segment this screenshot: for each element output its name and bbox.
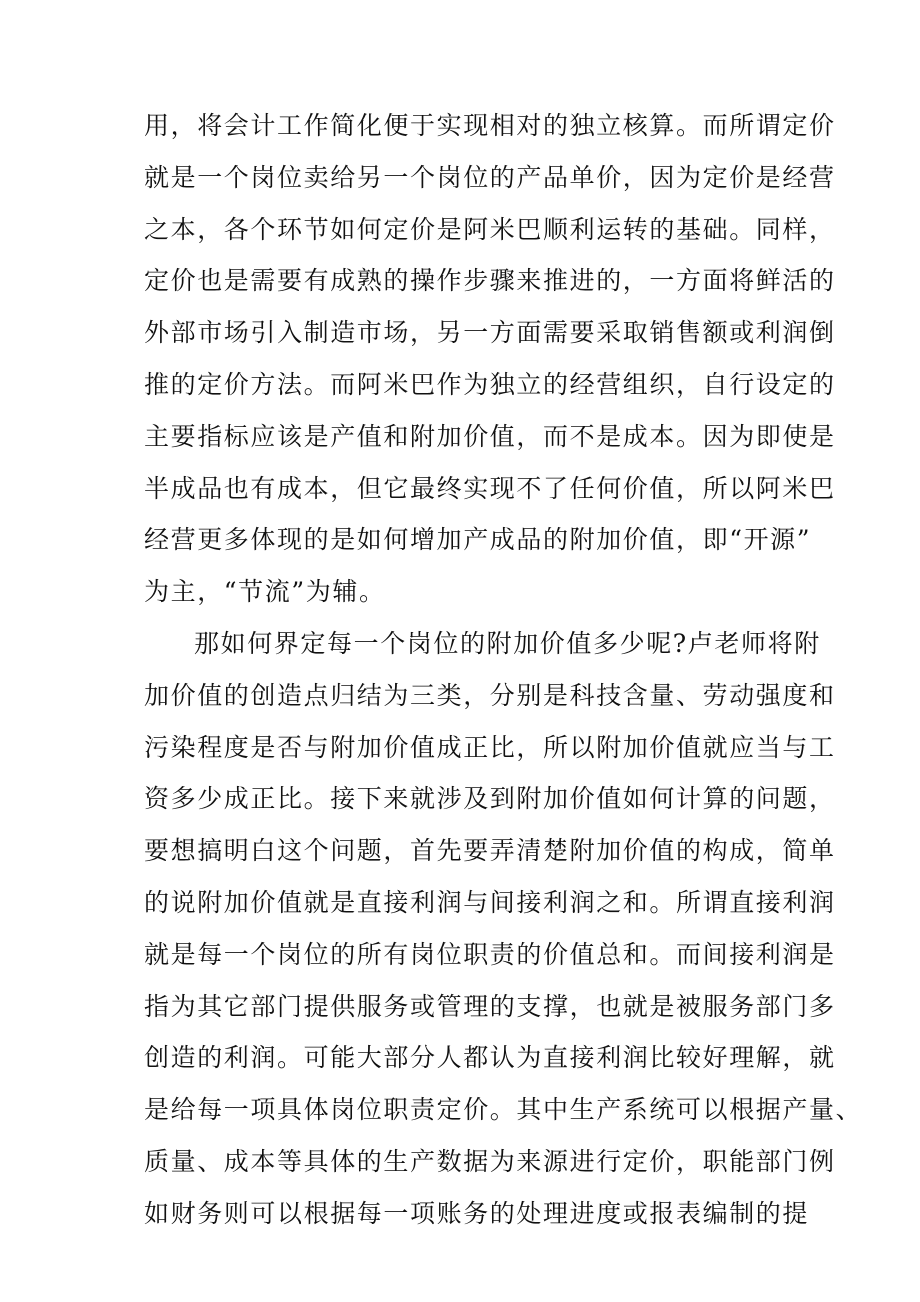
text-line: 就是一个岗位卖给另一个岗位的产品单价，因为定价是经营	[144, 162, 836, 192]
text-line: 加价值的创造点归结为三类，分别是科技含量、劳动强度和	[144, 680, 836, 710]
text-line: 经营更多体现的是如何增加产成品的附加价值，即“开源”	[144, 525, 812, 555]
paragraph-1	[144, 100, 836, 618]
text-line: 要想搞明白这个问题，首先要弄清楚附加价值的构成，简单	[144, 836, 836, 866]
text-line: 推的定价方法。而阿米巴作为独立的经营组织，自行设定的	[144, 369, 836, 399]
paragraph-2	[144, 618, 863, 1240]
text-line: 主要指标应该是产值和附加价值，而不是成本。因为即使是	[144, 421, 836, 451]
text-line: 是给每一项具体岗位职责定价。其中生产系统可以根据产量、	[144, 1095, 863, 1125]
text-line: 资多少成正比。接下来就涉及到附加价值如何计算的问题，	[144, 784, 836, 814]
text-line: 指为其它部门提供服务或管理的支撑，也就是被服务部门多	[144, 991, 836, 1021]
body-text	[144, 100, 863, 1240]
text-line: 定价也是需要有成熟的操作步骤来推进的，一方面将鲜活的	[144, 266, 836, 296]
text-line: 之本，各个环节如何定价是阿米巴顺利运转的基础。同样，	[144, 214, 836, 244]
text-line: 的说附加价值就是直接利润与间接利润之和。所谓直接利润	[144, 887, 836, 917]
text-line: 污染程度是否与附加价值成正比，所以附加价值就应当与工	[144, 732, 836, 762]
text-line: 为主，“节流”为辅。	[144, 577, 386, 607]
text-line: 质量、成本等具体的生产数据为来源进行定价，职能部门例	[144, 1146, 836, 1176]
text-line: 半成品也有成本，但它最终实现不了任何价值，所以阿米巴	[144, 473, 836, 503]
text-line: 就是每一个岗位的所有岗位职责的价值总和。而间接利润是	[144, 939, 836, 969]
text-line: 如财务则可以根据每一项账务的处理进度或报表编制的提	[144, 1198, 810, 1228]
text-line: 创造的利润。可能大部分人都认为直接利润比较好理解，就	[144, 1043, 836, 1073]
text-line: 外部市场引入制造市场，另一方面需要采取销售额或利润倒	[144, 318, 836, 348]
text-line: 用，将会计工作简化便于实现相对的独立核算。而所谓定价	[144, 111, 836, 140]
text-line: 那如何界定每一个岗位的附加价值多少呢?卢老师将附	[194, 628, 821, 658]
